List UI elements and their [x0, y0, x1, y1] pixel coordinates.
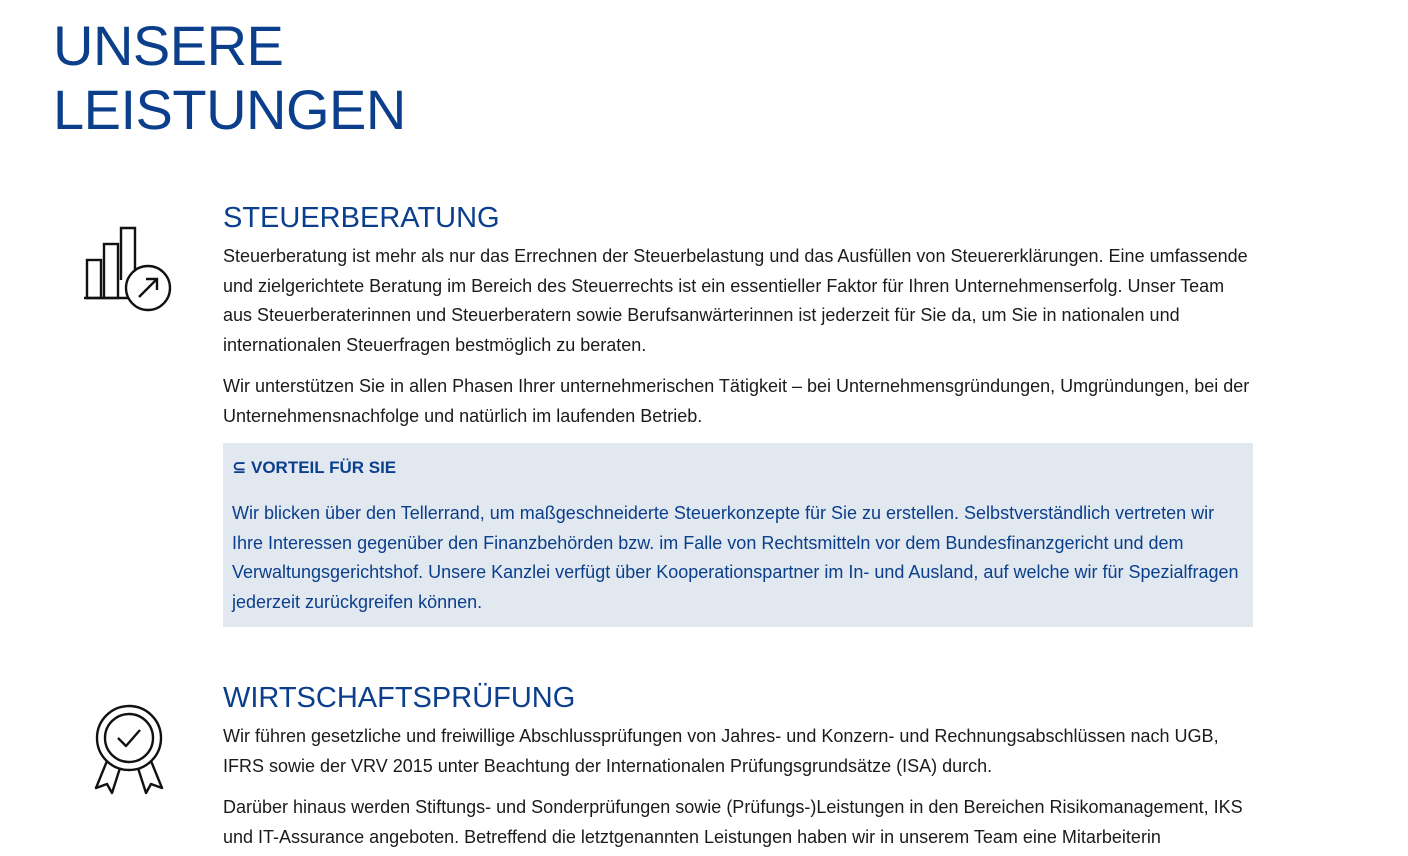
service-paragraph: Darüber hinaus werden Stiftungs- und Sonderprüfungen sowie (Prüfungs-)Leistungen in den Bereichen Risikomanagement, IKS und IT-Assurance angeboten. Betreffend die letztgenannten Leistungen haben wir in unserem Team eine Mitarbeiterin [223, 797, 1243, 847]
service-body [223, 200, 1253, 627]
service-title: WIRTSCHAFTSPRÜFUNG [223, 682, 576, 714]
page-title-line-2: LEISTUNGEN [53, 78, 406, 141]
advantage-heading-label: VORTEIL FÜR SIE [250, 458, 397, 477]
award-badge-check-icon [82, 704, 176, 798]
service-paragraph: Steuerberatung ist mehr als nur das Errechnen der Steuerbelastung und das Ausfüllen von Steuererklärungen. Eine umfassende und zielgerichtete Beratung im Bereich des Steuerrechts ist ein essentieller Faktor für Ihren Unternehmenserfolg. Unser Team aus Steuerberaterinnen und Steuerberatern sowie Berufsanwärterinnen ist jederzeit für Sie da, um Sie in nationalen und internationalen Steuerfragen bestmöglich zu beraten. [223, 246, 1248, 355]
service-paragraph: Wir unterstützen Sie in allen Phasen Ihrer unternehmerischen Tätigkeit – bei Unternehmensgründungen, Umgründungen, bei der Unternehmensnachfolge und natürlich im laufenden Betrieb. [223, 376, 1250, 426]
advantage-heading [232, 455, 1243, 481]
service-title: STEUERBERATUNG [223, 202, 500, 234]
advantage-box [223, 443, 1253, 627]
page-title [53, 14, 406, 142]
subset-symbol-icon: ⊆ [232, 458, 247, 477]
bar-chart-growth-icon [82, 222, 176, 316]
service-body [223, 680, 1253, 856]
page-title-line-1: UNSERE [53, 14, 284, 77]
advantage-text: Wir blicken über den Tellerrand, um maßgeschneiderte Steuerkonzepte für Sie zu erstellen. Selbstverständlich vertreten wir Ihre Interessen gegenüber den Finanzbehörden bzw. im Falle von Rechtsmitteln vor dem Bundesfinanzgericht und dem Verwaltungsgerichtshof. Unsere Kanzlei verfügt über Kooperationspartner im In- und Ausland, auf welche wir für Spezialfragen jederzeit zurückgreifen können. [232, 503, 1239, 612]
service-paragraph: Wir führen gesetzliche und freiwillige Abschlussprüfungen von Jahres- und Konzern- und Rechnungsabschlüssen nach UGB, IFRS sowie der VRV 2015 unter Beachtung der Internationalen Prüfungsgrundsätze (ISA) durch. [223, 726, 1219, 776]
